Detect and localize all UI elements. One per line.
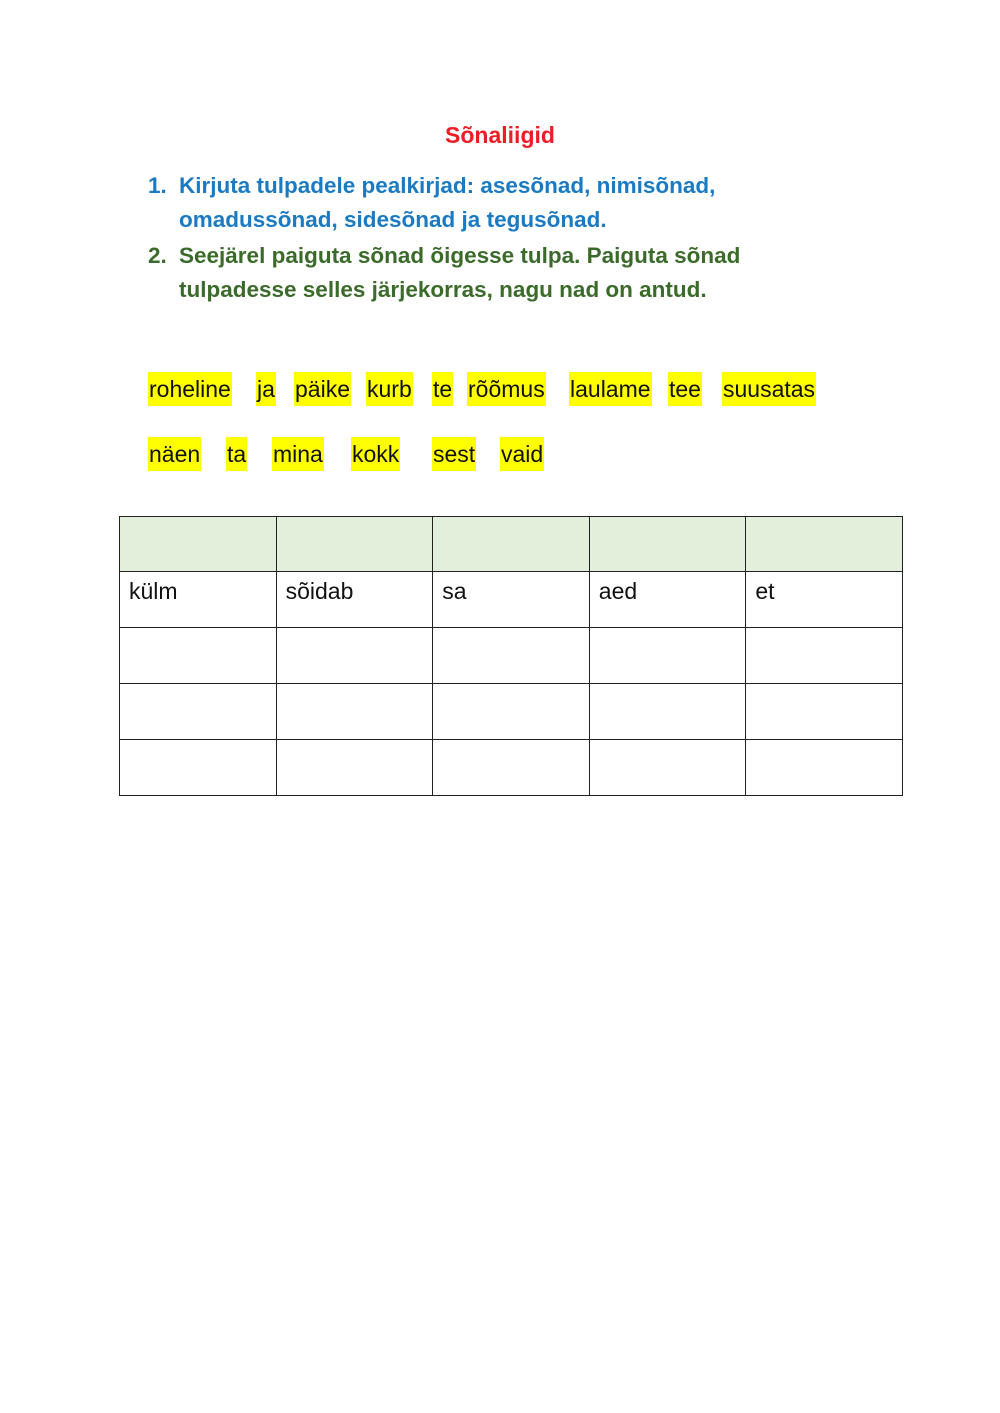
word-chip[interactable]: kokk [351,437,400,471]
table-cell[interactable] [589,628,746,684]
table-cell[interactable] [433,740,590,796]
table-cell[interactable] [746,628,903,684]
word-chip[interactable]: te [432,372,453,406]
table-cell[interactable] [433,684,590,740]
header-cell[interactable] [589,517,746,572]
table-cell[interactable] [120,684,277,740]
table-cell[interactable] [276,684,433,740]
word-chip[interactable]: laulame [569,372,652,406]
table-cell[interactable]: sa [433,572,590,628]
word-chip[interactable]: päike [294,372,351,406]
word-chip[interactable]: rõõmus [467,372,546,406]
word-chip[interactable]: suusatas [722,372,816,406]
instruction-1 [148,169,828,237]
instruction-2 [148,239,828,307]
table-cell[interactable] [120,740,277,796]
table-cell[interactable]: et [746,572,903,628]
table-cell[interactable] [589,684,746,740]
table-row [120,684,903,740]
table-cell[interactable] [746,740,903,796]
instruction-number: 2. [148,243,167,268]
header-cell[interactable] [433,517,590,572]
header-cell[interactable] [276,517,433,572]
word-chip[interactable]: näen [148,437,201,471]
table-cell[interactable]: aed [589,572,746,628]
instruction-text: Seejärel paiguta sõnad õigesse tulpa. Paiguta sõnad tulpadesse selles järjekorras, nagu nad on antud. [179,243,741,302]
header-row [120,517,903,572]
word-chip[interactable]: kurb [366,372,413,406]
table-cell[interactable]: sõidab [276,572,433,628]
word-chip[interactable]: mina [272,437,324,471]
header-cell[interactable] [746,517,903,572]
word-chip[interactable]: tee [668,372,702,406]
sorting-table [119,516,903,796]
table-cell[interactable] [120,628,277,684]
table-row [120,572,903,628]
page-title: Sõnaliigid [445,122,555,148]
table-cell[interactable] [746,684,903,740]
word-chip[interactable]: ta [226,437,247,471]
table-row [120,628,903,684]
table-cell[interactable] [276,740,433,796]
table-cell[interactable] [433,628,590,684]
word-chip[interactable]: sest [432,437,476,471]
header-cell[interactable] [120,517,277,572]
table-cell[interactable] [589,740,746,796]
table-cell[interactable] [276,628,433,684]
instruction-number: 1. [148,173,167,198]
word-chip[interactable]: ja [256,372,276,406]
word-chip[interactable]: vaid [500,437,544,471]
table-row [120,740,903,796]
instruction-text: Kirjuta tulpadele pealkirjad: asesõnad, nimisõnad, omadussõnad, sidesõnad ja tegusõnad. [179,173,716,232]
word-chip[interactable]: roheline [148,372,232,406]
table-cell[interactable]: külm [120,572,277,628]
